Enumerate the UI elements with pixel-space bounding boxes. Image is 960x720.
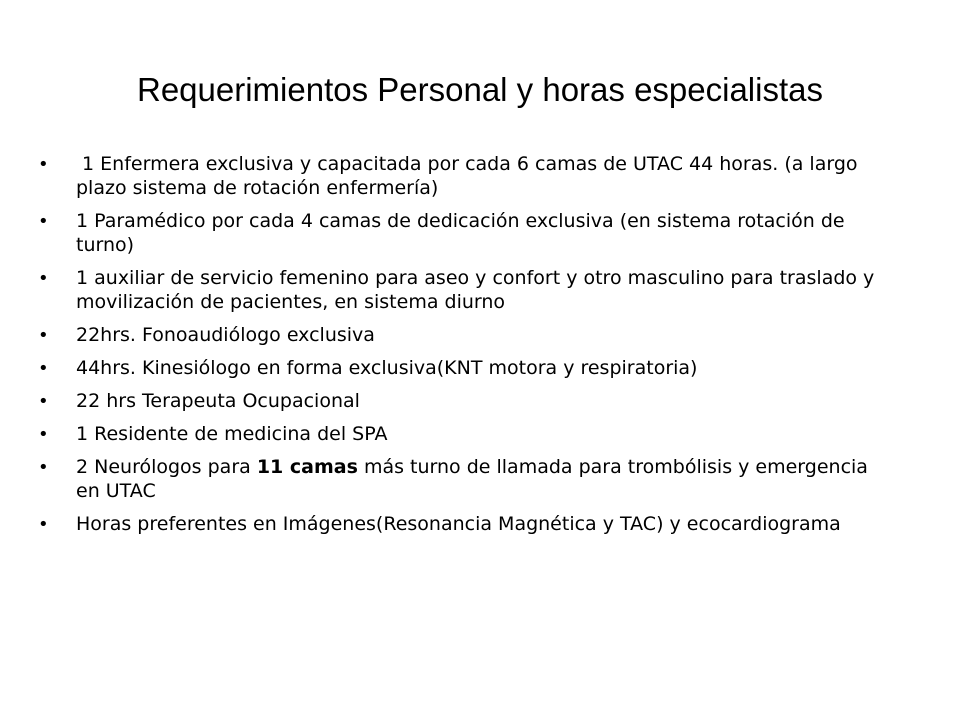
bullet-text-after: más turno de llamada para trombólisis y emergencia en UTAC: [76, 456, 874, 502]
list-item: [36, 389, 896, 413]
list-item: [36, 323, 896, 347]
list-item: [36, 356, 896, 380]
bullet-text: [76, 456, 874, 502]
list-item: [36, 422, 896, 446]
bullet-text: Horas preferentes en Imágenes(Resonancia Magnética y TAC) y ecocardiograma: [76, 513, 841, 535]
bullet-text: 22hrs. Fonoaudiólogo exclusiva: [76, 324, 375, 346]
bullet-text-bold: 11 camas: [256, 456, 358, 478]
bullet-icon: •: [38, 424, 49, 445]
bullet-text: 1 Enfermera exclusiva y capacitada por cada 6 camas de UTAC 44 horas. (a largo plazo sistema de rotación enfermería): [76, 153, 864, 199]
bullet-icon: •: [38, 211, 49, 232]
bullet-icon: •: [38, 325, 49, 346]
bullet-text: 1 auxiliar de servicio femenino para aseo y confort y otro masculino para traslado y movilización de pacientes, en sistema diurno: [76, 267, 875, 313]
bullet-text-before: 2 Neurólogos para: [76, 456, 257, 478]
bullet-text: 22 hrs Terapeuta Ocupacional: [76, 390, 360, 412]
list-item: [36, 209, 896, 257]
list-item: [36, 512, 896, 536]
bullet-text: 1 Paramédico por cada 4 camas de dedicación exclusiva (en sistema rotación de turno): [76, 210, 845, 256]
slide-title: Requerimientos Personal y horas especialistas: [136, 71, 823, 108]
bullet-icon: •: [38, 514, 49, 535]
bullet-icon: •: [38, 268, 49, 289]
bullet-list: [36, 152, 896, 545]
list-item: [36, 455, 896, 503]
bullet-icon: •: [38, 358, 49, 379]
bullet-icon: •: [38, 154, 49, 175]
bullet-icon: •: [38, 391, 49, 412]
bullet-text: 44hrs. Kinesiólogo en forma exclusiva(KNT motora y respiratoria): [76, 357, 698, 379]
list-item: [36, 266, 896, 314]
bullet-icon: •: [38, 457, 49, 478]
bullet-text: 1 Residente de medicina del SPA: [76, 423, 388, 445]
list-item: [36, 152, 896, 200]
